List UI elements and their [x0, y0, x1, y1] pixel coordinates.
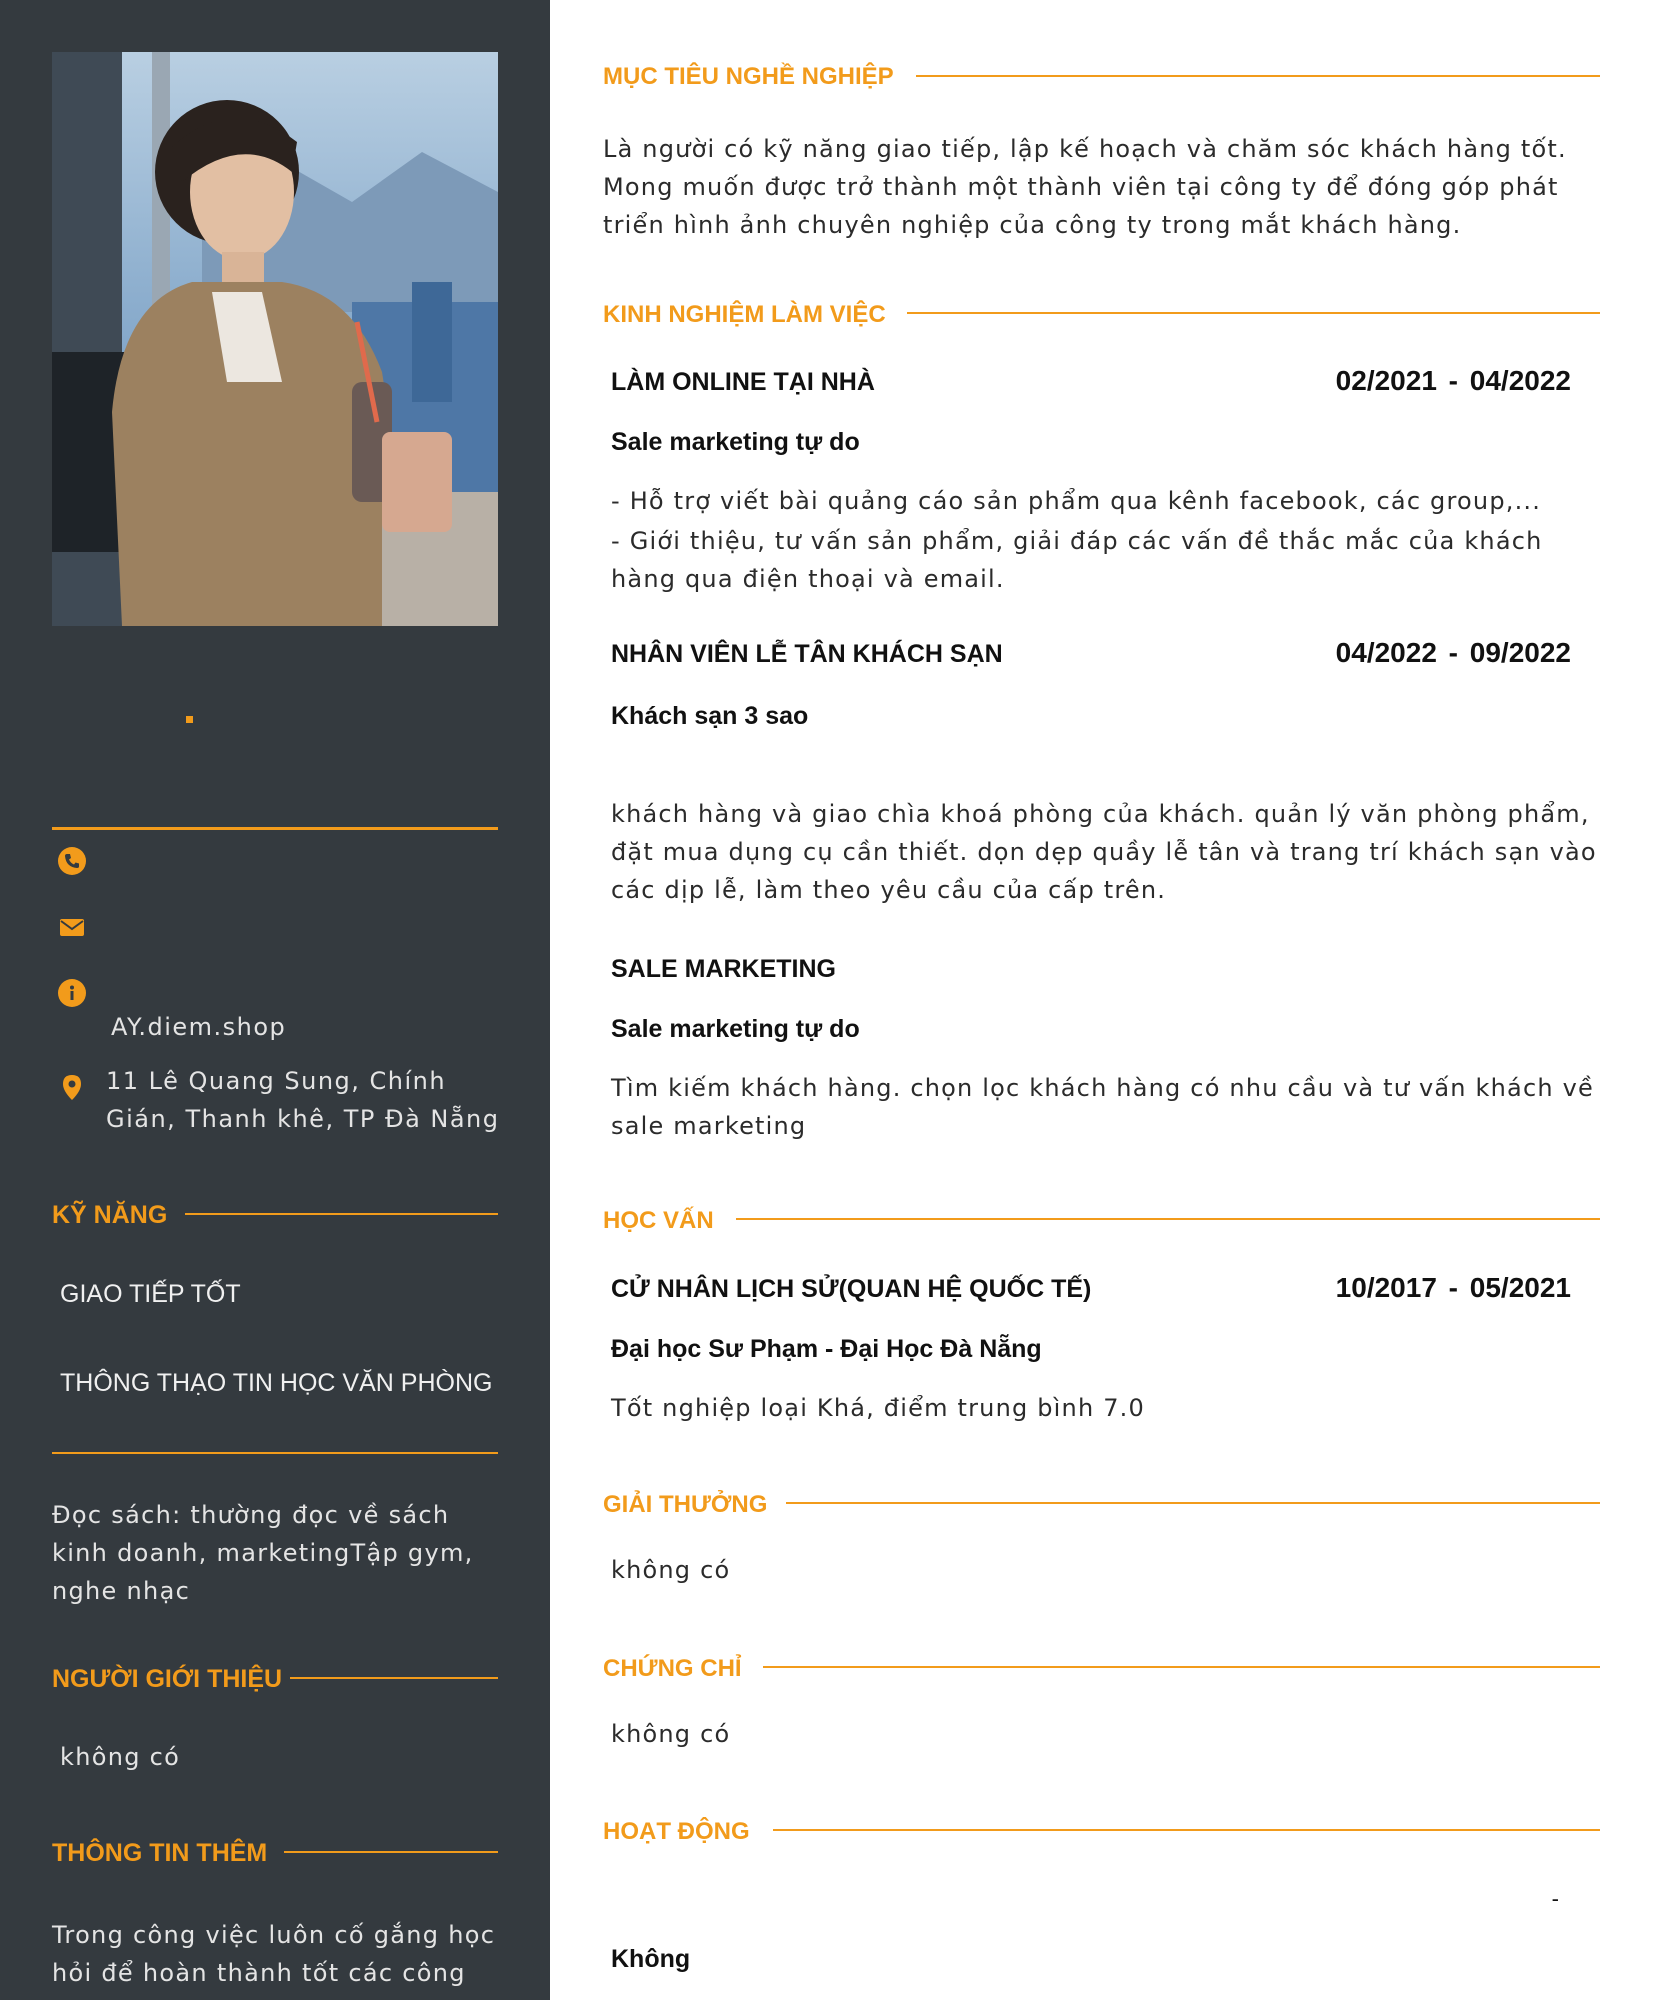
objective-text: Là người có kỹ năng giao tiếp, lập kế hoạch và chăm sóc khách hàng tốt. Mong muốn được trở thành một thành viên tại công ty để đóng góp phát triển hình ảnh chuyên nghiệp của công ty trong mắt khách hàng.: [603, 135, 1567, 239]
education-end-date: 05/2021: [1469, 1272, 1571, 1303]
name-dot: [186, 716, 193, 723]
info-icon: [58, 979, 86, 1007]
job-description: khách hàng và giao chìa khoá phòng của khách. quản lý văn phòng phẩm, đặt mua dụng cụ cần thiết. dọn dẹp quầy lễ tân và trang trí khách sạn vào các dịp lễ, làm theo yêu cầu của cấp trên.: [611, 800, 1597, 904]
website-text[interactable]: AY.diem.shop: [111, 1013, 287, 1041]
awards-heading: GIẢI THƯỞNG: [603, 1491, 768, 1518]
awards-text: không có: [611, 1556, 731, 1584]
experience-rule: [907, 312, 1600, 314]
date-separator: -: [1448, 1272, 1458, 1303]
job-date-range: [1336, 365, 1571, 397]
profile-photo: [52, 52, 498, 626]
job-role: Sale marketing tự do: [611, 1015, 860, 1043]
job-start-date: 04/2022: [1335, 637, 1437, 668]
education-date-range: [1336, 1272, 1571, 1304]
certificates-heading: CHỨNG CHỈ: [603, 1655, 742, 1682]
date-separator: -: [1448, 365, 1458, 396]
experience-heading: KINH NGHIỆM LÀM VIỆC: [603, 301, 886, 328]
activities-rule: [773, 1829, 1600, 1831]
school-name: Đại học Sư Phạm - Đại Học Đà Nẵng: [611, 1335, 1042, 1363]
certificates-text: không có: [611, 1720, 731, 1748]
job-end-date: 09/2022: [1469, 637, 1571, 668]
additional-info-text: Trong công việc luôn cố gắng học hỏi để hoàn thành tốt các công: [52, 1921, 496, 1987]
job-title: SALE MARKETING: [611, 955, 836, 983]
job-role: Sale marketing tự do: [611, 428, 860, 456]
job-description: - Giới thiệu, tư vấn sản phẩm, giải đáp các vấn đề thắc mắc của khách hàng qua điện thoại và email.: [611, 527, 1543, 593]
job-description: Tìm kiếm khách hàng. chọn lọc khách hàng có nhu cầu và tư vấn khách về sale marketing: [611, 1074, 1594, 1140]
objective-heading: MỤC TIÊU NGHỀ NGHIỆP: [603, 63, 894, 90]
education-heading: HỌC VẤN: [603, 1207, 714, 1234]
job-role: Khách sạn 3 sao: [611, 702, 809, 730]
envelope-icon: [58, 913, 86, 941]
skills-rule: [185, 1213, 498, 1215]
skills-heading: KỸ NĂNG: [52, 1201, 168, 1229]
contact-divider: [52, 827, 498, 830]
objective-rule: [916, 75, 1600, 77]
activities-heading: HOẠT ĐỘNG: [603, 1818, 750, 1845]
activities-text: Không: [611, 1945, 691, 1973]
education-detail: Tốt nghiệp loại Khá, điểm trung bình 7.0: [611, 1394, 1145, 1422]
referrer-text: không có: [60, 1743, 181, 1771]
hobbies-rule: [52, 1452, 498, 1454]
job-start-date: 02/2021: [1335, 365, 1437, 396]
education-start-date: 10/2017: [1335, 1272, 1437, 1303]
job-title: LÀM ONLINE TẠI NHÀ: [611, 368, 875, 396]
job-title: NHÂN VIÊN LỄ TÂN KHÁCH SẠN: [611, 640, 1003, 668]
map-pin-icon: [58, 1073, 86, 1101]
additional-info-rule: [284, 1851, 498, 1853]
job-description: - Hỗ trợ viết bài quảng cáo sản phẩm qua kênh facebook, các group,...: [611, 487, 1542, 515]
address-text: 11 Lê Quang Sung, Chính Gián, Thanh khê, TP Đà Nẵng: [106, 1067, 500, 1133]
certificates-rule: [763, 1666, 1600, 1668]
job-end-date: 04/2022: [1469, 365, 1571, 396]
activities-date-dash: -: [1551, 1886, 1559, 1911]
referrer-rule: [290, 1677, 498, 1679]
date-separator: -: [1448, 637, 1458, 668]
skill-item: GIAO TIẾP TỐT: [60, 1280, 241, 1308]
awards-rule: [786, 1502, 1600, 1504]
additional-info-heading: THÔNG TIN THÊM: [52, 1839, 268, 1867]
degree-title: CỬ NHÂN LỊCH SỬ(QUAN HỆ QUỐC TẾ): [611, 1275, 1092, 1303]
hobbies-text: Đọc sách: thường đọc về sách kinh doanh, marketingTập gym, nghe nhạc: [52, 1501, 474, 1605]
referrer-heading: NGƯỜI GIỚI THIỆU: [52, 1665, 283, 1693]
skill-item: THÔNG THẠO TIN HỌC VĂN PHÒNG: [60, 1369, 493, 1397]
education-rule: [736, 1218, 1600, 1220]
phone-icon: [58, 847, 86, 875]
sidebar: [0, 0, 550, 2000]
job-date-range: [1336, 637, 1571, 669]
